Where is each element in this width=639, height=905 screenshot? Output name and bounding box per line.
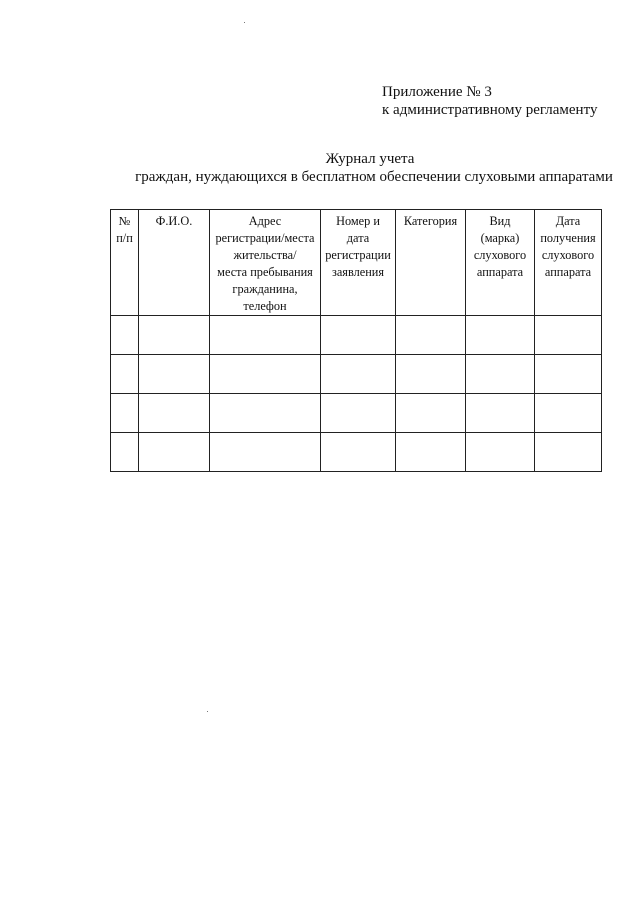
- table-cell: [321, 316, 396, 355]
- appendix-header: [382, 84, 597, 119]
- header-cell: Дата получения слухового аппарата: [535, 210, 602, 316]
- table-cell: [210, 355, 321, 394]
- table-cell: [396, 316, 466, 355]
- title-line-1: Журнал учета: [325, 151, 415, 167]
- header-cell: Ф.И.О.: [139, 210, 210, 316]
- table-cell: [396, 394, 466, 433]
- table-cell: [466, 433, 535, 472]
- title-line-2: граждан, нуждающихся в бесплатном обеспечении слуховыми аппаратами: [135, 169, 613, 185]
- table-cell: [111, 394, 139, 433]
- table-cell: [466, 394, 535, 433]
- journal-table: [110, 209, 602, 472]
- table-cell: [535, 355, 602, 394]
- table-cell: [111, 355, 139, 394]
- table-row: [111, 433, 602, 472]
- table-cell: [321, 433, 396, 472]
- table-cell: [210, 433, 321, 472]
- table-cell: [466, 355, 535, 394]
- header-cell: Категория: [396, 210, 466, 316]
- table-cell: [111, 433, 139, 472]
- table-cell: [139, 433, 210, 472]
- table-cell: [139, 316, 210, 355]
- header-cell: Адрес регистрации/места жительства/ места пребывания гражданина, телефон: [210, 210, 321, 316]
- table-cell: [210, 316, 321, 355]
- table-cell: [321, 355, 396, 394]
- table-cell: [139, 355, 210, 394]
- table-cell: [396, 355, 466, 394]
- header-cell: Вид (марка) слухового аппарата: [466, 210, 535, 316]
- table-cell: [396, 433, 466, 472]
- table-cell: [139, 394, 210, 433]
- scan-speck: [207, 711, 208, 712]
- appendix-number: Приложение № 3: [382, 84, 492, 100]
- table-row: [111, 394, 602, 433]
- table-cell: [535, 394, 602, 433]
- header-cell: № п/п: [111, 210, 139, 316]
- appendix-reference: к административному регламенту: [382, 102, 598, 118]
- table-cell: [210, 394, 321, 433]
- table-cell: [321, 394, 396, 433]
- table-row: [111, 355, 602, 394]
- table-cell: [466, 316, 535, 355]
- document-title: [100, 150, 639, 186]
- header-row: [111, 210, 602, 316]
- table-row: [111, 316, 602, 355]
- header-cell: Номер и дата регистрации заявления: [321, 210, 396, 316]
- table-cell: [535, 316, 602, 355]
- scan-speck: [244, 22, 245, 23]
- table-cell: [111, 316, 139, 355]
- table-cell: [535, 433, 602, 472]
